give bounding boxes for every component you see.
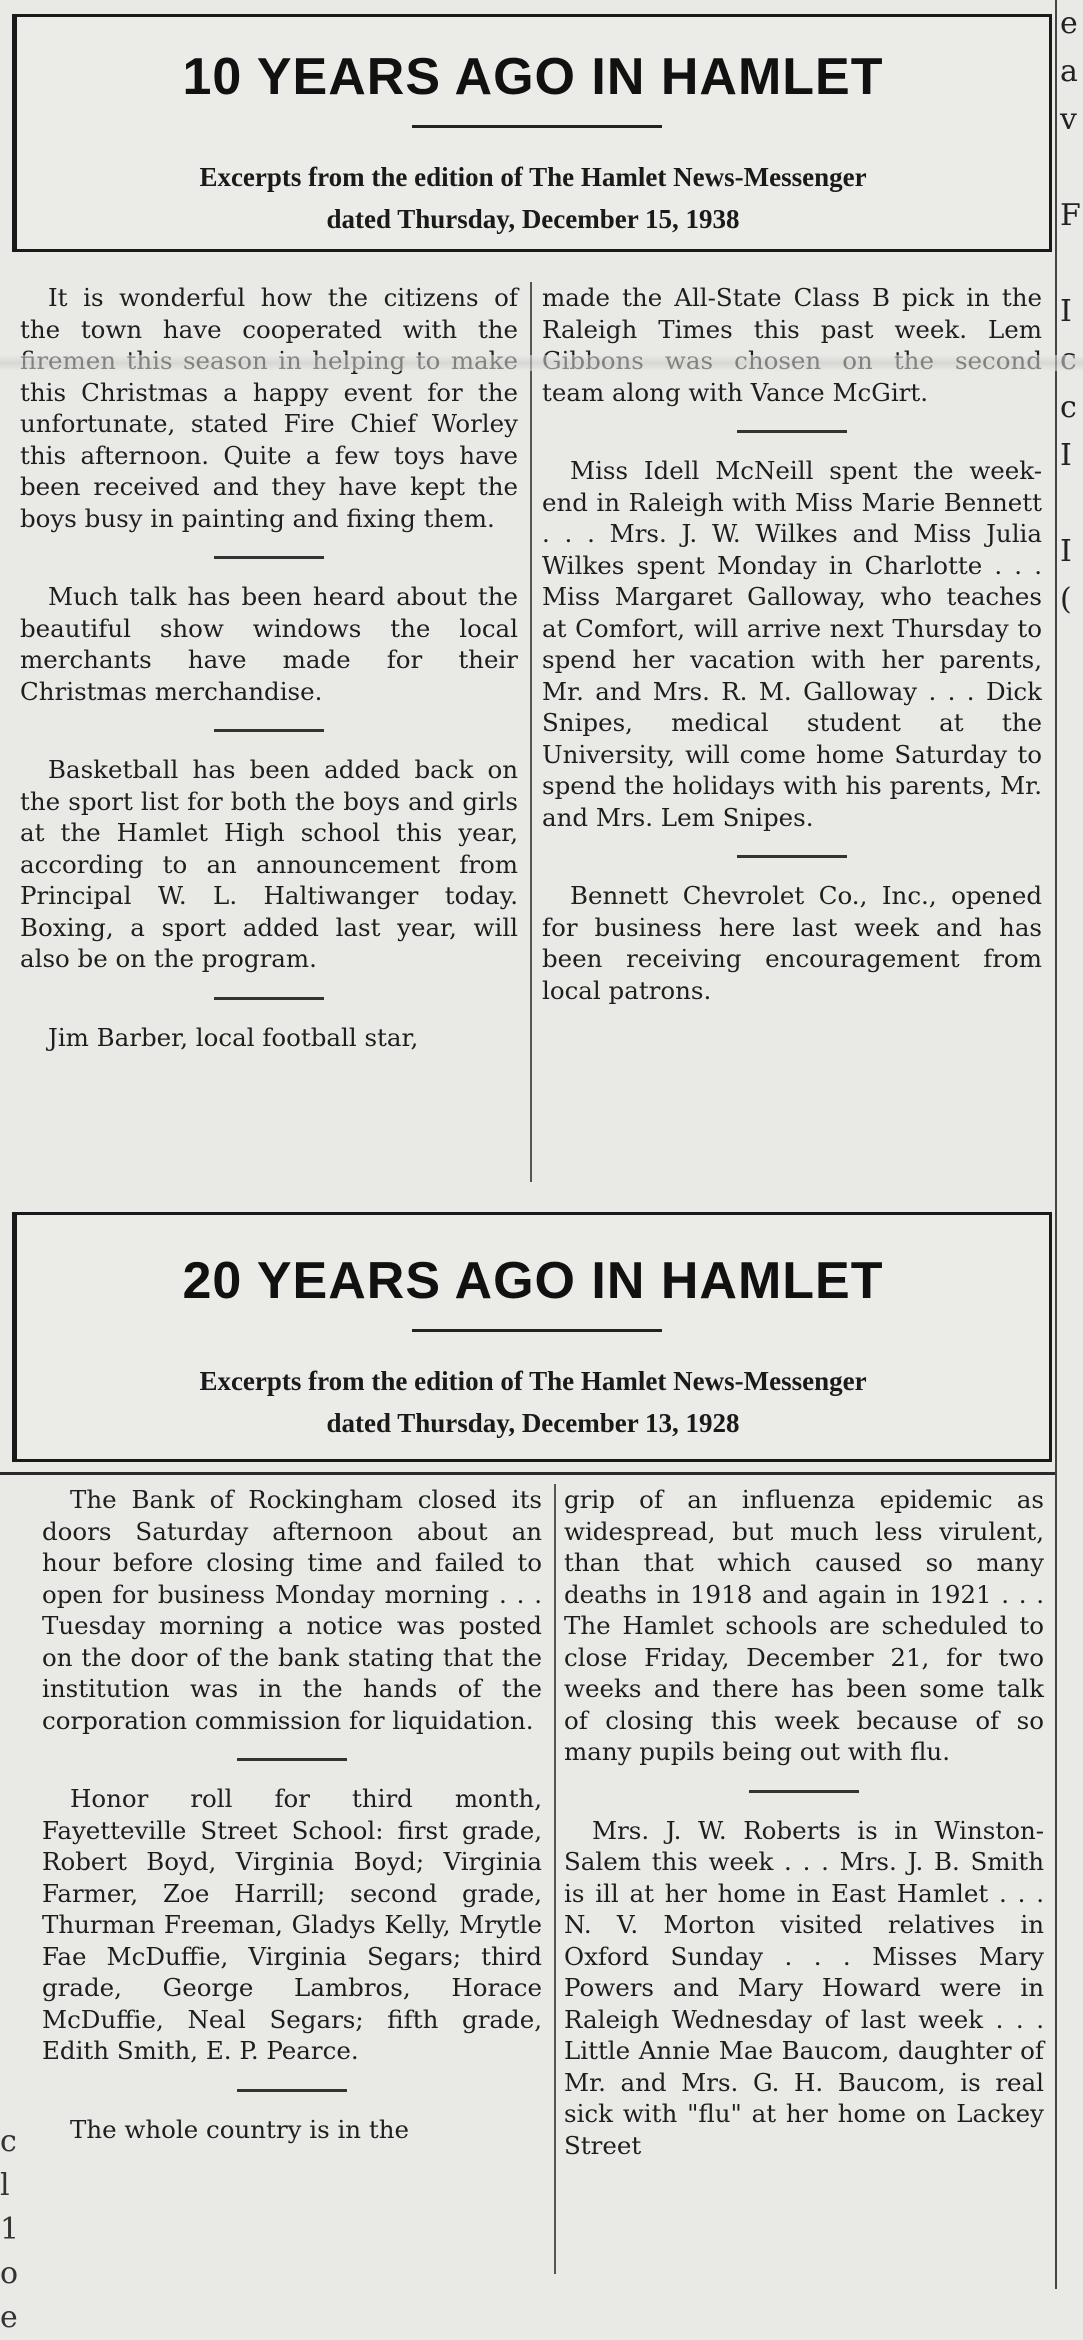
item-divider (749, 1790, 859, 1793)
fragment: e (0, 2300, 18, 2335)
fragment: c (1060, 390, 1077, 425)
fragment: v (1060, 102, 1077, 137)
left-column (20, 282, 518, 1053)
item-divider (214, 729, 324, 732)
subhead-line-1: Excerpts from the edition of The Hamlet News-Messenger (199, 162, 867, 192)
fragment (1060, 240, 1083, 288)
column-gutter (554, 1484, 556, 2274)
news-item: Honor roll for third month, Fayetteville Street School: first grade, Robert Boyd, Virginia Boyd; Virginia Farmer, Zoe Harrill; second grade, Thurman Freeman, Gladys Kelly, Mrytle Fae McDuffie, Virginia Segars; third grade, George Lambros, Horace McDuffie, Neal Segars; fifth grade, Edith Smith, E. P. Pearce. (42, 1784, 542, 2065)
item-divider (737, 855, 847, 858)
fragment: c (0, 2124, 17, 2159)
news-item: Bennett Chevrolet Co., Inc., opened for business here last week and has been receiving encouragement from local patrons. (542, 881, 1042, 1005)
news-item: Mrs. J. W. Roberts is in Winston-Salem this week . . . Mrs. J. B. Smith is ill at her home in East Hamlet . . . N. V. Morton visited relatives in Oxford Sunday . . . Misses Mary Powers and Mary Howard were in Raleigh Wednesday of last week . . . Little Annie Mae Baucom, daughter of Mr. and Mrs. G. H. Baucom, is real sick with "flu" at her home on Lackey Street (564, 1815, 1044, 2160)
fragment (1060, 480, 1083, 528)
item-divider (214, 556, 324, 559)
right-column (542, 282, 1042, 1006)
section-headline: 10 YEARS AGO IN HAMLET (182, 48, 884, 106)
news-item: The Bank of Rockingham closed its doors Saturday afternoon about an hour before closing time and failed to open for business Monday morning . . . Tuesday morning a notice was posted on the door of the bank stating that the institution was in the hands of the corporation commission for liquidation. (42, 1485, 542, 1735)
fragment: a (1060, 54, 1078, 89)
news-item: It is wonderful how the citizens of the town have cooperated with the this Christmas a happy event for the unfortunate, stated Fire Chief Worley this afternoon. Quite a few toys have been received and they have kept the boys busy in painting and fixing them. (20, 283, 518, 533)
fragment: I (1060, 438, 1072, 473)
fragment (1060, 144, 1083, 192)
fragment: I (1060, 534, 1072, 569)
headline-rule (412, 125, 662, 128)
fragment: ( (1060, 582, 1072, 617)
headline-box (12, 1212, 1052, 1462)
news-item: Miss Idell McNeill spent the week-end in Raleigh with Miss Marie Bennett . . . Mrs. J. W. Wilkes and Miss Julia Wilkes spent Monday in Charlotte . . . Miss Margaret Galloway, who teaches at Comfort, will arrive next Thursday to spend her vacation with her parents, Mr. and Mrs. R. M. Galloway . . . Dick Snipes, medical student at the University, will come home Saturday to spend the holidays with his parents, Mr. and Mrs. Lem Snipes. (542, 456, 1042, 832)
paper-fold (0, 355, 1083, 371)
column-rule-right (1055, 0, 1057, 2289)
item-divider (737, 430, 847, 433)
news-item: made the All-State Class B pick in the Raleigh Times this past week. Lem team along with Vance McGirt. (542, 283, 1042, 407)
fragment: 1 (0, 2212, 20, 2247)
news-item: grip of an influenza epidemic as widespread, but much less virulent, than that which caused so many deaths in 1918 and again in 1921 . . . The Hamlet schools are scheduled to close Friday, December 21, for two weeks and there has been some talk of closing this week because of so many pupils being out with flu. (564, 1485, 1044, 1766)
fragment: e (1060, 6, 1078, 41)
fragment: F (1060, 198, 1081, 233)
section-20-years-ago (12, 1200, 1052, 2289)
news-item: Basketball has been added back on the sport list for both the boys and girls at the Hamlet High school this year, according to an announcement from Principal W. L. Haltiwanger today. Boxing, a sport added last year, will also be on the program. (20, 755, 518, 973)
section-headline: 20 YEARS AGO IN HAMLET (182, 1252, 884, 1310)
headline-box (12, 14, 1052, 252)
news-item: Much talk has been heard about the beautiful show windows the local merchants have made for their Christmas merchandise. (20, 582, 518, 706)
subhead-line-2: dated Thursday, December 13, 1928 (326, 1408, 740, 1438)
item-divider (237, 2089, 347, 2092)
fragment: I (1060, 294, 1072, 329)
section-rule (0, 1472, 1055, 1475)
left-column (42, 1484, 542, 2145)
subhead-line-2: dated Thursday, December 15, 1938 (326, 204, 740, 234)
column-gutter (530, 282, 532, 1182)
fragment: l (0, 2168, 10, 2203)
item-divider (214, 997, 324, 1000)
section-10-years-ago (12, 0, 1052, 1200)
headline-rule (412, 1329, 662, 1332)
fragment: o (0, 2256, 19, 2291)
news-item: Jim Barber, local football star, (48, 1022, 419, 1052)
item-divider (237, 1758, 347, 1761)
news-item: The whole country is in the (70, 2114, 409, 2144)
right-column (564, 1484, 1044, 2161)
adjacent-column-fragments (1060, 0, 1083, 2289)
subhead-line-1: Excerpts from the edition of The Hamlet News-Messenger (199, 1366, 867, 1396)
